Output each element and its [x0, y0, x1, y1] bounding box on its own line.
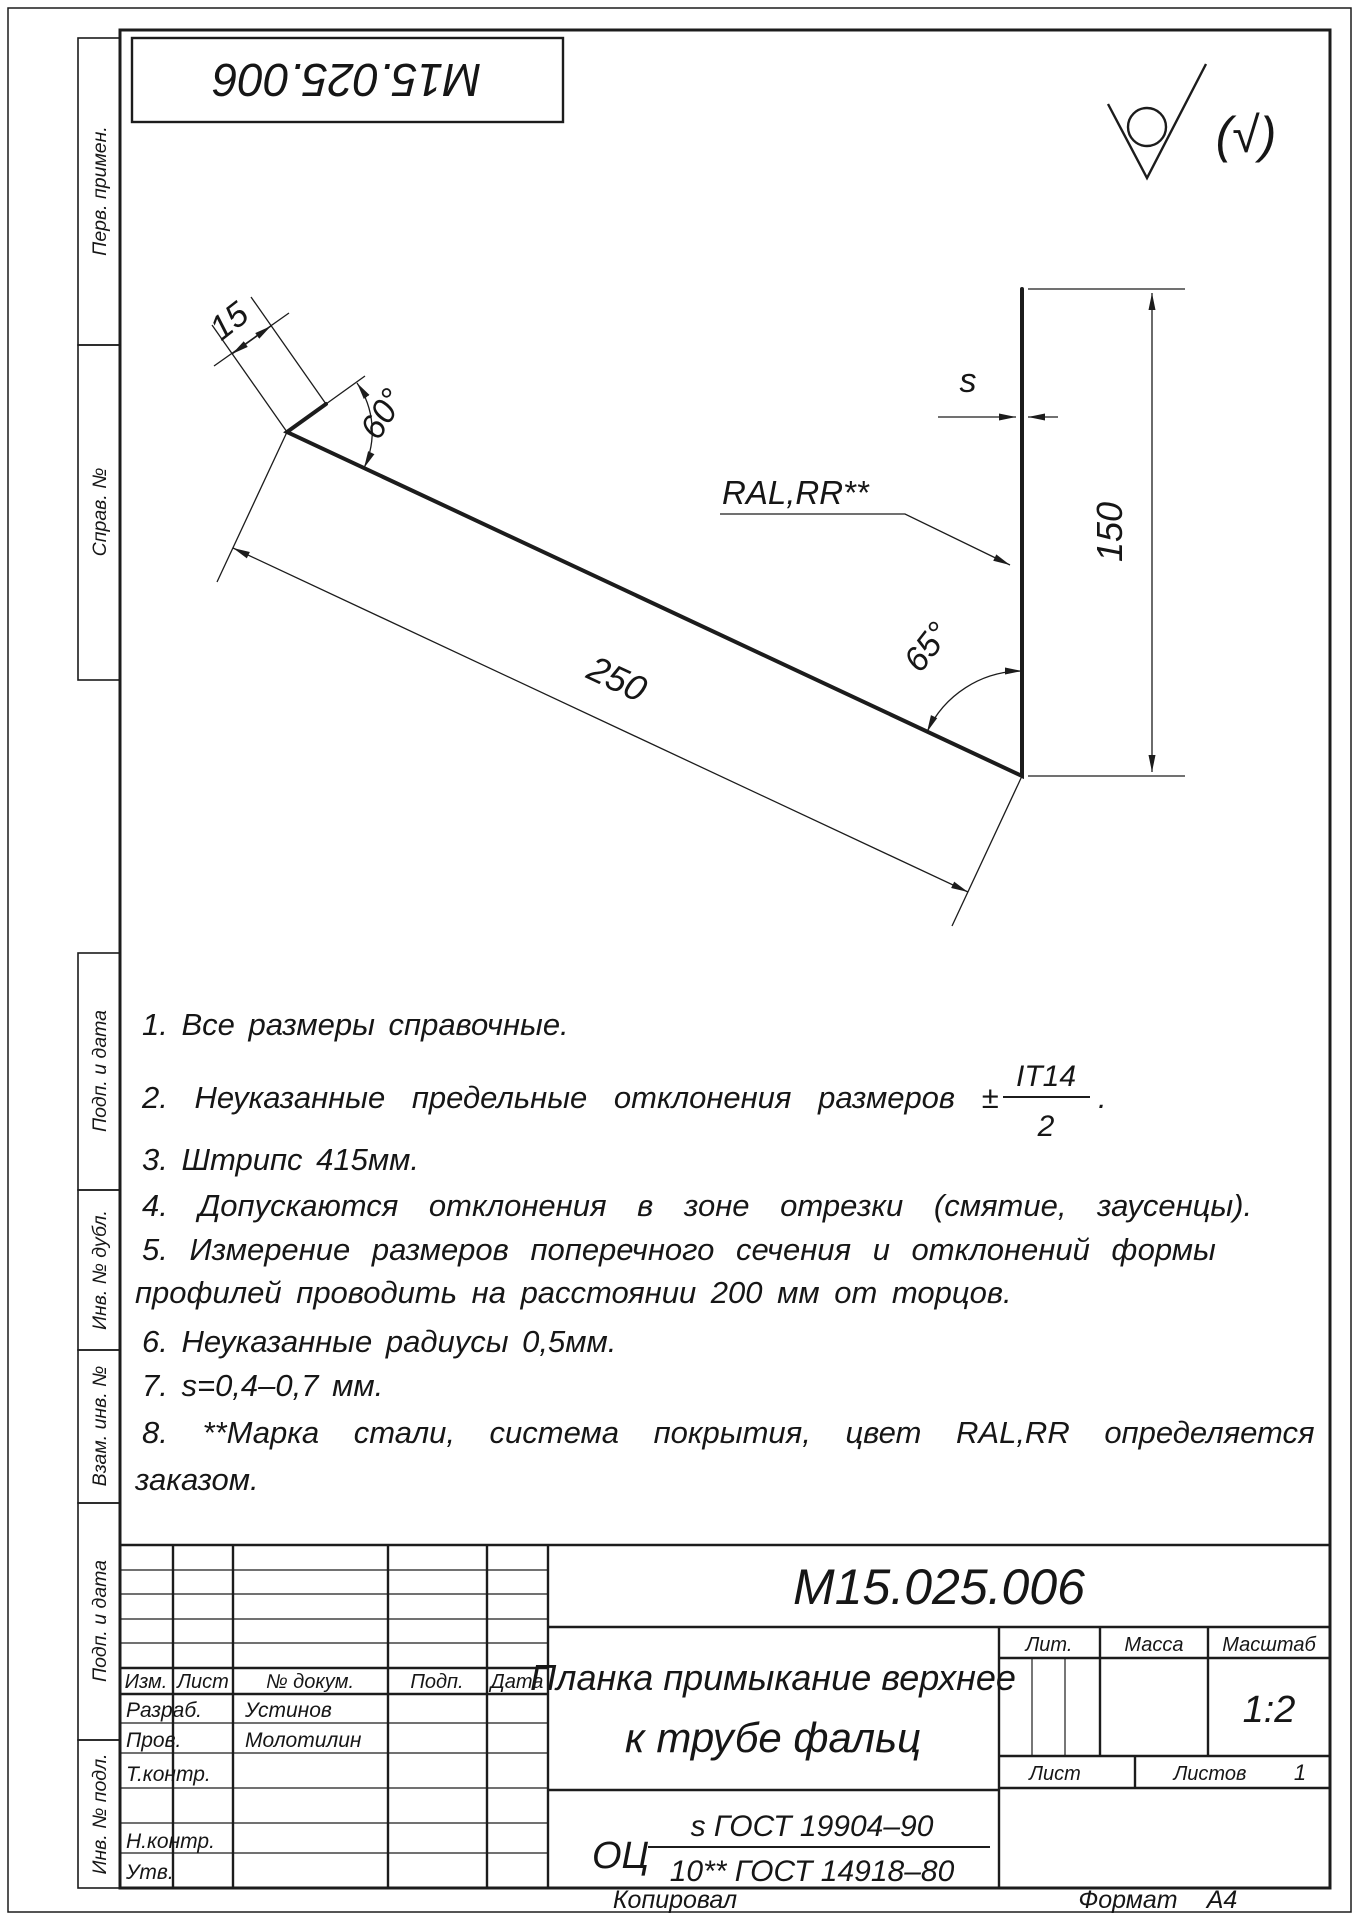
margin-label-vzam-inv: Взам. инв. № — [89, 1365, 111, 1487]
note-8-line2: заказом. — [135, 1462, 259, 1497]
footer-format-label: Формат — [1078, 1886, 1178, 1914]
profile-outline — [287, 289, 1022, 776]
listov-value: 1 — [1293, 1760, 1307, 1785]
margin-label-perv-primen: Перв. примен. — [89, 126, 111, 256]
dimension-lines — [212, 289, 1185, 926]
row-prov-label: Пров. — [126, 1729, 182, 1752]
footer-format-value: А4 — [1206, 1886, 1238, 1914]
material-top: s ГОСТ 19904–90 — [690, 1810, 934, 1843]
col-header-podp: Подп. — [410, 1671, 464, 1693]
col-header-data: Дата — [490, 1671, 544, 1693]
row-nkontr-label: Н.контр. — [126, 1830, 215, 1853]
coating-label: RAL,RR** — [722, 474, 869, 511]
margin-label-podp-data-1: Подп. и дата — [89, 1009, 111, 1133]
note-2-frac-denominator: 2 — [1037, 1110, 1055, 1143]
row-prov-value: Молотилин — [245, 1729, 362, 1752]
row-razrab-value: Устинов — [245, 1699, 332, 1722]
margin-label-podp-data-2: Подп. и дата — [89, 1559, 111, 1683]
note-2-frac-numerator: IT14 — [1015, 1060, 1077, 1093]
dim-lip-angle-text: 60° — [352, 382, 413, 447]
note-6: 6. Неуказанные радиусы 0,5мм. — [142, 1324, 617, 1359]
massa-label: Масса — [1124, 1634, 1184, 1656]
material-bottom: 10** ГОСТ 14918–80 — [669, 1855, 955, 1888]
listov-label: Листов — [1173, 1763, 1247, 1785]
part-name-line2: к трубе фальц — [624, 1714, 922, 1761]
note-8-line1: 8. **Марка стали, система покрытия, цвет RAL,RR определяется — [142, 1415, 1315, 1450]
list-label: Лист — [1029, 1763, 1081, 1785]
part-name-line1: Планка примыкание верхнее — [530, 1657, 1016, 1698]
note-5-line2: профилей проводить на расстоянии 200 мм от торцов. — [135, 1275, 1012, 1310]
dim-leg-angle-text: 65° — [896, 615, 959, 680]
masshtab-label: Масштаб — [1222, 1634, 1316, 1656]
note-2: 2. Неуказанные предельные отклонения размеров ± — [142, 1080, 999, 1115]
dim-lip-text: 15 — [202, 294, 256, 348]
surface-finish-icon — [1108, 64, 1206, 178]
note-2-frac-tail: . — [1098, 1080, 1107, 1115]
note-5-line1: 5. Измерение размеров поперечного сечения и отклонений формы — [142, 1232, 1216, 1267]
note-3: 3. Штрипс 415мм. — [142, 1142, 419, 1177]
row-razrab-label: Разраб. — [126, 1699, 202, 1722]
dim-thickness-text: s — [959, 362, 977, 400]
note-4: 4. Допускаются отклонения в зоне отрезки (смятие, заусенцы). — [142, 1188, 1253, 1223]
col-header-doc: № докум. — [265, 1671, 355, 1693]
dim-leg-text: 150 — [1089, 501, 1130, 563]
dim-plate-text: 250 — [581, 647, 654, 710]
masshtab-value: 1:2 — [1242, 1689, 1296, 1731]
col-header-izm: Изм. — [124, 1671, 168, 1693]
footer-kopiroval: Копировал — [612, 1886, 738, 1914]
title-doc-number: М15.025.006 — [793, 1559, 1085, 1615]
note-7: 7. s=0,4–0,7 мм. — [142, 1368, 384, 1403]
row-utv-label: Утв. — [126, 1861, 174, 1884]
surface-finish-others-note: (√) — [1215, 107, 1277, 163]
material-designation — [592, 1810, 990, 1888]
margin-label-inv-dubl: Инв. № дубл. — [89, 1210, 111, 1330]
top-stamp-doc-number: М15.025.006 — [212, 54, 482, 106]
margin-label-sprav-no: Справ. № — [89, 467, 111, 557]
top-stamp — [132, 38, 563, 122]
material-prefix: ОЦ — [592, 1835, 650, 1877]
margin-label-inv-podl: Инв. № подл. — [89, 1753, 111, 1875]
row-tkontr-label: Т.контр. — [126, 1763, 211, 1786]
col-header-list: Лист — [177, 1671, 229, 1693]
note-1: 1. Все размеры справочные. — [142, 1007, 569, 1042]
lit-label: Лит. — [1025, 1634, 1073, 1656]
